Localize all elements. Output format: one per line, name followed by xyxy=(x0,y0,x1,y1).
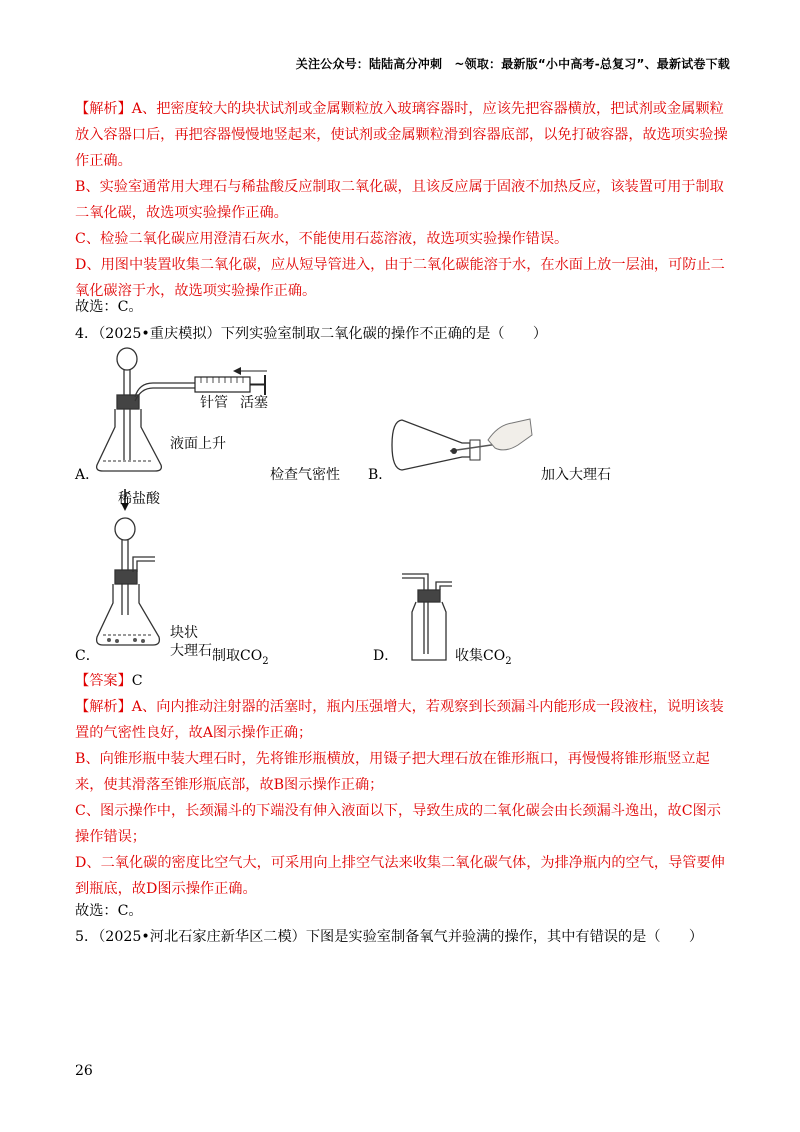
choice-q4: 故选：C。 xyxy=(75,903,143,919)
choice-prev: 故选：C。 xyxy=(75,299,143,315)
answer-tag: 【答案】 xyxy=(75,673,132,689)
label-needle: 针管 xyxy=(200,395,228,411)
figure-d-collect-co2 xyxy=(400,568,460,663)
analysis-q4-b: B、向锥形瓶中装大理石时，先将锥形瓶横放，用镊子把大理石放在锥形瓶口，再慢慢将锥形瓶竖立起来，使其滑落至锥形瓶底部，故B图示操作正确； xyxy=(75,751,710,793)
figure-d-letter: D． xyxy=(373,648,399,664)
figure-c-caption: 制取$CO_2$ xyxy=(212,648,269,667)
figure-d-caption: 收集$CO_2$ xyxy=(455,648,512,667)
analysis-q4-c: C、图示操作中，长颈漏斗的下端没有伸入液面以下，导致生成的二氧化碳会由长颈漏斗逸出，故C图示操作错误； xyxy=(75,803,721,845)
page-number: 26 xyxy=(75,1063,93,1079)
figure-b-letter: B． xyxy=(368,467,393,483)
figure-a-letter: A． xyxy=(75,467,100,483)
label-marble: 大理石 xyxy=(170,643,212,659)
analysis-prev xyxy=(75,96,730,304)
label-liquid-rise: 液面上升 xyxy=(170,436,226,452)
analysis-prev-d: D、用图中装置收集二氧化碳，应从短导管进入，由于二氧化碳能溶于水，在水面上放一层油，可防止二氧化碳溶于水，故选项实验操作正确。 xyxy=(75,257,725,299)
question-4-stem: 4．（2025•重庆模拟）下列实验室制取二氧化碳的操作不正确的是（ ） xyxy=(75,326,548,342)
label-plunger: 活塞 xyxy=(240,395,268,411)
analysis-tag: 【解析】 xyxy=(75,101,132,117)
label-lump: 块状 xyxy=(170,625,198,641)
figure-b-add-marble xyxy=(390,415,540,480)
figure-c-letter: C． xyxy=(75,648,100,664)
answer-value: C xyxy=(131,673,143,689)
analysis-prev-c: C、检验二氧化碳应用澄清石灰水，不能使用石蕊溶液，故选项实验操作错误。 xyxy=(75,231,569,247)
analysis-q4-d: D、二氧化碳的密度比空气大，可采用向上排空气法来收集二氧化碳气体，为排净瓶内的空气，导管要伸到瓶底，故D图示操作正确。 xyxy=(75,855,725,897)
page-header: 关注公众号：陆陆高分冲刺 ~领取：最新版“小中高考-总复习”、最新试卷下载 xyxy=(295,57,730,71)
analysis-q4 xyxy=(75,694,730,902)
figure-a-airtightness xyxy=(95,345,275,480)
label-dilute-hcl: 稀盐酸 xyxy=(118,491,160,507)
analysis-q4-a: 【解析】A、向内推动注射器的活塞时，瓶内压强增大，若观察到长颈漏斗内能形成一段液柱，说明该装置的气密性良好，故A图示操作正确； xyxy=(75,699,724,741)
analysis-prev-b: B、实验室通常用大理石与稀盐酸反应制取二氧化碳，且该反应属于固液不加热反应，该装置可用于制取二氧化碳，故选项实验操作正确。 xyxy=(75,179,724,221)
figure-a-caption: 检查气密性 xyxy=(270,467,340,483)
analysis-prev-a: 【解析】A、把密度较大的块状试剂或金属颗粒放入玻璃容器时，应该先把容器横放，把试剂或金属颗粒放入容器口后，再把容器慢慢地竖起来，使试剂或金属颗粒滑到容器底部，以免打破容器，故选项实验操作正确。 xyxy=(75,101,728,169)
question-5-stem: 5．（2025•河北石家庄新华区二模）下图是实验室制备氧气并验满的操作，其中有错误的是（ ） xyxy=(75,929,704,945)
answer-line xyxy=(75,668,730,694)
figure-b-caption: 加入大理石 xyxy=(541,467,611,483)
